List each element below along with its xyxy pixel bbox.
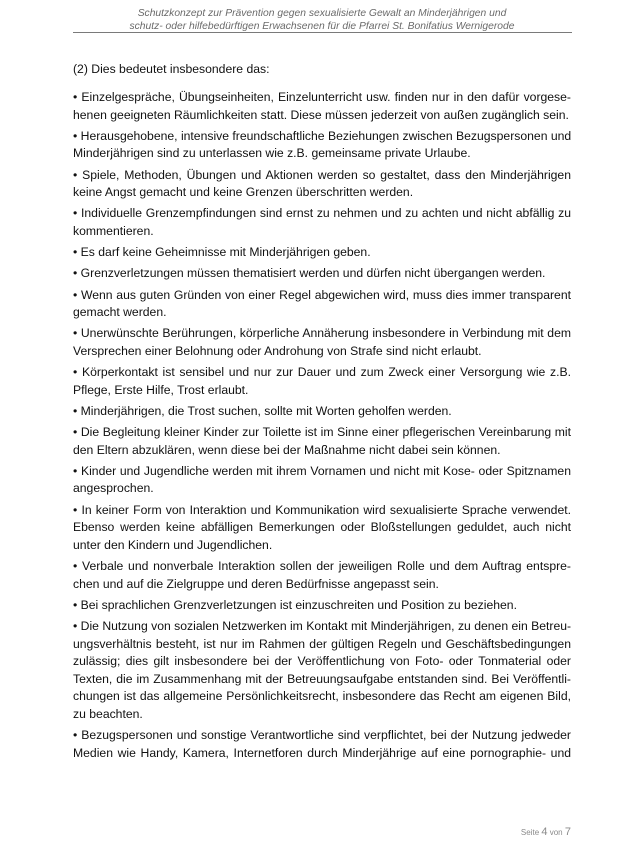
text-line: zulässig; dies gilt insbesondere bei der Veröffentlichung von Foto- oder Tonmaterial oder (73, 654, 571, 669)
list-item (73, 403, 571, 421)
list-item (73, 558, 571, 593)
list-item (73, 364, 571, 399)
text-line: Versprechen einer Belohnung oder Androhung von Strafe sind nicht erlaubt. (73, 343, 482, 358)
text-line: • Die Begleitung kleiner Kinder zur Toilette ist im Sinne einer pflegerischen Vereinbarung mit (73, 425, 571, 440)
text-line: • Kinder und Jugendliche werden mit ihrem Vornamen und nicht mit Kose- oder Spitznamen (73, 463, 571, 478)
text-line: gemacht werden. (73, 305, 167, 320)
list-item (73, 287, 571, 322)
text-line: Pflege, Erste Hilfe, Trost erlaubt. (73, 382, 249, 397)
text-line: unter den Kindern und Jugendlichen. (73, 537, 273, 552)
text-line: • Grenzverletzungen müssen thematisiert werden und dürfen nicht übergangen werden. (73, 266, 546, 281)
list-item (73, 502, 571, 555)
text-line: • Herausgehobene, intensive freundschaftliche Beziehungen zwischen Bezugspersonen und (73, 128, 572, 143)
page-number (521, 826, 571, 838)
list-item (73, 618, 571, 724)
list-item (73, 128, 571, 163)
text-line: • Unerwünschte Berührungen, körperliche Annäherung insbesondere in Verbindung mit dem (73, 326, 571, 341)
text-line: keine Angst gemacht und keine Grenzen überschritten werden. (73, 185, 414, 200)
list-item (73, 424, 571, 459)
list-item (73, 244, 571, 262)
text-line: ungsverhältnis besteht, ist nur im Rahmen der gültigen Regeln und Geschäftsbedingungen (73, 636, 571, 651)
text-line: • Bezugspersonen und sonstige Verantwortliche sind verpflichtet, bei der Nutzung jedweder (73, 728, 571, 743)
list-item (73, 167, 571, 202)
current-page: 4 (541, 826, 548, 838)
text-line: • Individuelle Grenzempfindungen sind ernst zu nehmen und zu achten und nicht abfällig zu (73, 206, 571, 221)
list-item (73, 597, 571, 615)
text-line: • In keiner Form von Interaktion und Kommunikation wird sexualisierte Sprache verwendet. (73, 502, 571, 517)
text-line: Medien wie Handy, Kamera, Internetforen durch Minderjährige auf eine pornographie- und (73, 745, 571, 760)
text-line: henen geeigneten Räumlichkeiten statt. Diese müssen jederzeit von außen zugänglich sein. (73, 107, 569, 122)
text-line: Texten, die im Zusammenhang mit der Betreuungsaufgabe entstanden sind. Bei Veröffentli- (73, 671, 571, 686)
text-line: • Die Nutzung von sozialen Netzwerken im Kontakt mit Minderjährigen, zu denen ein Betreu- (73, 618, 572, 633)
total-pages: 7 (564, 826, 571, 838)
text-line: • Körperkontakt ist sensibel und nur zur Dauer und zum Zweck einer Versorgung wie z.B. (73, 365, 571, 380)
text-line: • Minderjährigen, die Trost suchen, sollte mit Worten geholfen werden. (73, 403, 452, 418)
text-line: • Spiele, Methoden, Übungen und Aktionen werden so gestaltet, dass den Minderjährigen (73, 167, 571, 182)
page-sep: von (549, 828, 563, 837)
header-divider (73, 32, 572, 33)
section-intro: (2) Dies bedeutet insbesondere das: (73, 62, 270, 76)
text-line: Minderjährigen sind zu unterlassen wie z.B. gemeinsame private Urlaube. (73, 146, 471, 161)
list-item (73, 727, 571, 762)
list-item (73, 265, 571, 283)
text-line: angesprochen. (73, 481, 154, 496)
text-line: • Verbale und nonverbale Interaktion sollen der jeweiligen Rolle und dem Auftrag entspre- (73, 558, 571, 573)
text-line: den Eltern abzuklären, wenn diese bei der Maßnahme nicht dabei sein können. (73, 442, 501, 457)
text-line: • Wenn aus guten Gründen von einer Regel abgewichen wird, muss dies immer transparent (73, 287, 571, 302)
text-line: chungen ist das allgemeine Persönlichkeitsrecht, insbesondere das Recht am eigenen Bild, (73, 689, 571, 704)
text-line: kommentieren. (73, 223, 154, 238)
page-label: Seite (520, 828, 540, 837)
text-line: • Bei sprachlichen Grenzverletzungen ist einzuschreiten und Position zu beziehen. (73, 597, 517, 612)
list-item (73, 89, 571, 124)
list-item (73, 463, 571, 498)
text-line: • Einzelgespräche, Übungseinheiten, Einzelunterricht usw. finden nur in den dafür vorgese- (73, 90, 571, 104)
header-line-2: schutz- oder hilfebedürftigen Erwachsenen für die Pfarrei St. Bonifatius Wernigerode (129, 21, 515, 32)
text-line: zu beachten. (73, 706, 143, 721)
text-line: chen und auf die Zielgruppe und deren Bedürfnisse angepasst sein. (73, 576, 439, 591)
header-line-1: Schutzkonzept zur Prävention gegen sexualisierte Gewalt an Minderjährigen und (137, 8, 507, 19)
bullet-list (73, 89, 571, 766)
page-header (73, 7, 571, 33)
list-item (73, 205, 571, 240)
text-line: • Es darf keine Geheimnisse mit Minderjährigen geben. (73, 245, 371, 260)
list-item (73, 325, 571, 360)
text-line: Ebenso werden keine abfälligen Bemerkungen oder Bloßstellungen geduldet, auch nicht (73, 520, 571, 535)
